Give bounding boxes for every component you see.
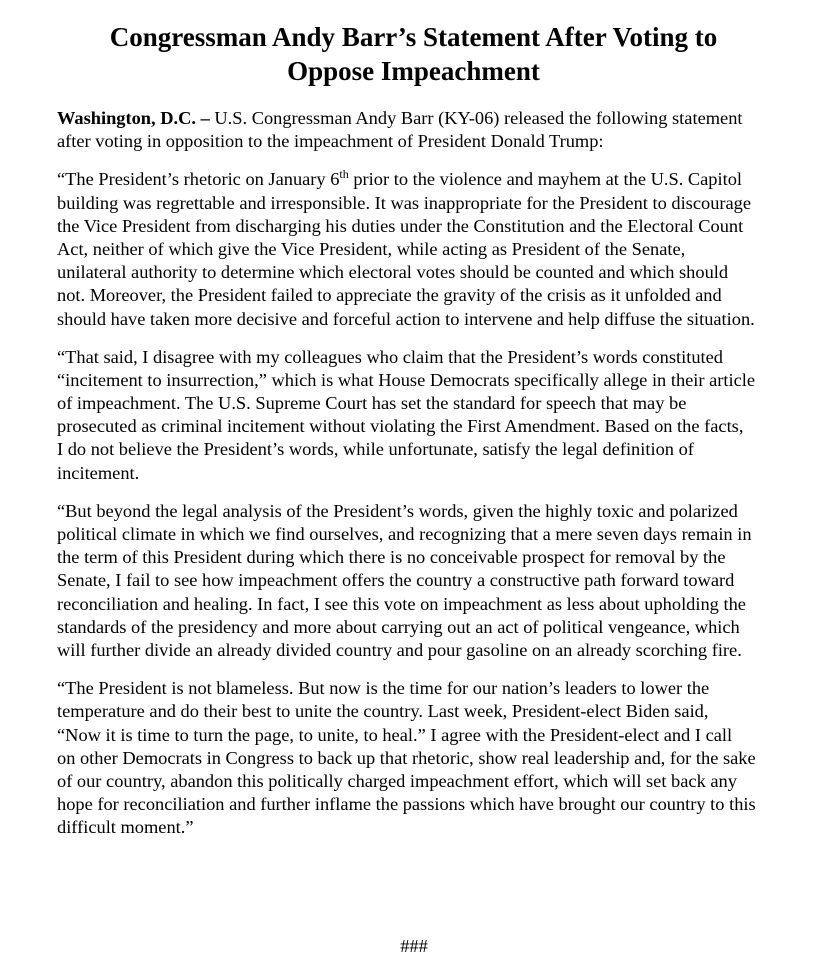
ordinal-superscript: th — [339, 167, 349, 182]
paragraph-line: “That said, I disagree with my colleagues who claim that the President’s words constituted — [57, 346, 723, 367]
statement-paragraph-1 — [57, 168, 770, 330]
page-title — [57, 20, 770, 88]
intro-line-2: after voting in opposition to the impeachment of President Donald Trump: — [57, 131, 604, 152]
paragraph-line: “The President is not blameless. But now is the time for our nation’s leaders to lower the — [57, 678, 710, 699]
intro-line-1 — [57, 107, 770, 130]
paragraph-line: I do not believe the President’s words, while unfortunate, satisfy the legal definition of — [57, 439, 694, 460]
intro-line-1-text: U.S. Congressman Andy Barr (KY-06) released the following statement — [209, 108, 743, 128]
paragraph-line: of impeachment. The U.S. Supreme Court has set the standard for speech that may be — [57, 393, 687, 414]
paragraph-line: building was regrettable and irresponsible. It was inappropriate for the President to discourage — [57, 192, 752, 213]
paragraph-line: political climate in which we find ourselves, and recognizing that a mere seven days remain in — [57, 524, 752, 544]
paragraph-line: of our country, abandon this politically charged impeachment effort, which will set back any — [57, 770, 737, 791]
title-line-1: Congressman Andy Barr’s Statement After Voting to — [109, 22, 718, 52]
paragraph-line: “incitement to insurrection,” which is what House Democrats specifically allege in their article — [57, 369, 756, 390]
paragraph-line: “Now it is time to turn the page, to unite, to heal.” I agree with the President-elect and I call — [57, 724, 733, 745]
statement-paragraph-2 — [57, 346, 770, 485]
paragraph-line: reconciliation and healing. In fact, I see this vote on impeachment as less about upholding the — [57, 593, 746, 614]
intro-paragraph — [57, 107, 770, 153]
paragraph-line: not. Moreover, the President failed to appreciate the gravity of the crisis as it unfolded and — [57, 285, 722, 306]
paragraph-line: hope for reconciliation and further inflame the passions which have brought our country to this — [57, 794, 756, 815]
paragraph-line-text: prior to the violence and mayhem at the U.S. Capitol — [348, 169, 743, 190]
paragraph-line: unilateral authority to determine which electoral votes should be counted and which should — [57, 262, 729, 283]
paragraph-line — [57, 168, 770, 191]
dateline: Washington, D.C. – — [57, 108, 210, 128]
paragraph-line: “But beyond the legal analysis of the President’s words, given the highly toxic and polarized — [57, 500, 738, 521]
paragraph-line: the Vice President from discharging his duties under the Constitution and the Electoral Count — [57, 215, 744, 236]
paragraph-line-text: “The President’s rhetoric on January 6 — [57, 169, 340, 190]
paragraph-line: will further divide an already divided country and pour gasoline on an already scorching fire. — [57, 639, 742, 660]
paragraph-line: should have taken more decisive and forceful action to intervene and help diffuse the situation. — [57, 308, 755, 329]
paragraph-line: the term of this President during which there is no conceivable prospect for removal by the — [57, 547, 726, 568]
paragraph-line: prosecuted as criminal incitement without violating the First Amendment. Based on the facts, — [57, 416, 744, 437]
paragraph-line: difficult moment.” — [57, 817, 194, 838]
statement-paragraph-4 — [57, 677, 770, 839]
paragraph-line: Senate, I fail to see how impeachment offers the country a constructive path forward toward — [57, 570, 735, 591]
paragraph-line: standards of the presidency and more about carrying out an act of political vengeance, which — [57, 616, 740, 637]
paragraph-line: incitement. — [57, 462, 140, 483]
title-line-2: Oppose Impeachment — [287, 56, 540, 86]
statement-paragraph-3 — [57, 500, 770, 662]
paragraph-line: on other Democrats in Congress to back up that rhetoric, show real leadership and, for the sake — [57, 747, 756, 768]
end-of-release-mark: ### — [400, 936, 428, 956]
paragraph-line: Act, neither of which give the Vice President, while acting as President of the Senate, — [57, 238, 686, 259]
paragraph-line: temperature and do their best to unite the country. Last week, President-elect Biden said, — [57, 701, 709, 722]
